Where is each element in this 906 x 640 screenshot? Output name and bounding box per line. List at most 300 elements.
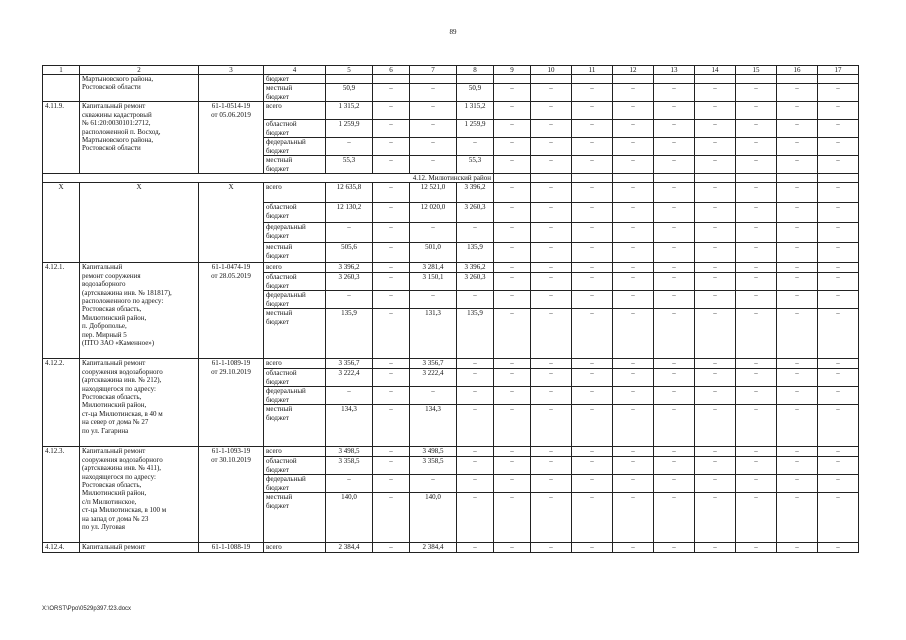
value-cell: – (654, 183, 695, 203)
value-cell: – (531, 447, 572, 457)
value-cell: – (695, 156, 736, 174)
value-cell: – (457, 387, 494, 405)
column-number: 17 (818, 66, 859, 75)
value-cell: – (777, 447, 818, 457)
value-cell: – (457, 369, 494, 387)
budget-type: федеральный бюджет (264, 387, 326, 405)
budget-type: всего (264, 543, 326, 552)
column-number: 1 (43, 66, 80, 75)
value-cell: – (613, 84, 654, 102)
value-cell: – (654, 273, 695, 291)
value-cell: – (695, 138, 736, 156)
column-number: 9 (494, 66, 531, 75)
value-cell: – (457, 138, 494, 156)
table-row (43, 263, 859, 273)
empty-cell (736, 174, 777, 183)
value-cell: – (410, 138, 457, 156)
value-cell: – (572, 183, 613, 203)
column-number: 6 (373, 66, 410, 75)
value-cell: – (695, 359, 736, 369)
value-cell: – (373, 263, 410, 273)
value-cell: – (777, 84, 818, 102)
value-cell: – (457, 543, 494, 552)
document-code: 61-1-0474-19 от 28.05.2019 (199, 263, 264, 359)
value-cell: – (494, 138, 531, 156)
value-cell: – (736, 543, 777, 552)
value-cell: – (613, 475, 654, 493)
value-cell (736, 75, 777, 84)
value-cell: – (494, 102, 531, 120)
table-row (43, 75, 859, 84)
value-cell: – (736, 138, 777, 156)
value-cell: – (613, 457, 654, 475)
value-cell: – (818, 273, 859, 291)
value-cell: – (777, 291, 818, 309)
value-cell: 135,9 (457, 243, 494, 263)
budget-type: областной бюджет (264, 120, 326, 138)
value-cell: – (531, 183, 572, 203)
value-cell: – (654, 405, 695, 447)
value-cell: – (736, 223, 777, 243)
value-cell: – (736, 243, 777, 263)
value-cell: – (613, 387, 654, 405)
value-cell: – (531, 475, 572, 493)
column-number: 12 (613, 66, 654, 75)
value-cell: – (373, 243, 410, 263)
value-cell: – (736, 273, 777, 291)
value-cell: – (494, 309, 531, 359)
value-cell: – (572, 405, 613, 447)
value-cell (613, 75, 654, 84)
value-cell: – (654, 359, 695, 369)
value-cell: – (373, 543, 410, 552)
empty-cell (494, 174, 531, 183)
value-cell: – (531, 405, 572, 447)
value-cell: – (695, 183, 736, 203)
value-cell: 3 356,7 (410, 359, 457, 369)
value-cell: – (613, 203, 654, 223)
value-cell: 2 384,4 (410, 543, 457, 552)
value-cell: 131,3 (410, 309, 457, 359)
value-cell: – (695, 457, 736, 475)
value-cell: – (736, 120, 777, 138)
value-cell (373, 75, 410, 84)
value-cell: 501,0 (410, 243, 457, 263)
value-cell: – (613, 405, 654, 447)
value-cell: – (613, 120, 654, 138)
value-cell: 1 259,9 (457, 120, 494, 138)
empty-cell (531, 174, 572, 183)
value-cell: – (654, 291, 695, 309)
object-name: Х (80, 183, 199, 263)
value-cell: – (572, 223, 613, 243)
empty-cell (613, 174, 654, 183)
value-cell: – (695, 243, 736, 263)
value-cell: – (736, 102, 777, 120)
value-cell: – (818, 223, 859, 243)
value-cell: – (695, 387, 736, 405)
budget-type: федеральный бюджет (264, 223, 326, 243)
value-cell: – (326, 138, 373, 156)
column-number: 13 (654, 66, 695, 75)
value-cell: – (695, 369, 736, 387)
budget-type: федеральный бюджет (264, 475, 326, 493)
table-body (43, 66, 859, 553)
document-code: 61-1-1088-19 (199, 543, 264, 552)
value-cell: – (695, 291, 736, 309)
empty-cell (695, 174, 736, 183)
value-cell: – (818, 543, 859, 552)
page-number: 89 (449, 28, 457, 36)
column-number: 11 (572, 66, 613, 75)
value-cell: – (613, 309, 654, 359)
value-cell: – (736, 291, 777, 309)
value-cell: – (572, 120, 613, 138)
value-cell: – (613, 447, 654, 457)
value-cell: 135,9 (457, 309, 494, 359)
value-cell: – (531, 387, 572, 405)
budget-type: областной бюджет (264, 203, 326, 223)
value-cell: – (818, 183, 859, 203)
object-name: Капитальный ремонт сооружения водозаборного (артскважина инв. № 411), находящегося по адресу: Ростовская область, Милютинский район, с/п Милютинское, ст-ца Милютинская, в 100 м на запад от дома № 23 по ул. Луговая (80, 447, 199, 543)
value-cell: – (531, 120, 572, 138)
value-cell: – (654, 84, 695, 102)
value-cell: – (777, 359, 818, 369)
value-cell: 3 498,5 (410, 447, 457, 457)
value-cell: 2 384,4 (326, 543, 373, 552)
value-cell: – (531, 493, 572, 543)
value-cell: 135,9 (326, 309, 373, 359)
value-cell: – (410, 102, 457, 120)
document-code: 61-1-1089-19 от 29.10.2019 (199, 359, 264, 447)
value-cell: 505,6 (326, 243, 373, 263)
empty-cell (654, 174, 695, 183)
table-row (43, 447, 859, 457)
value-cell (572, 75, 613, 84)
value-cell: – (373, 156, 410, 174)
value-cell: – (777, 156, 818, 174)
item-number: Х (43, 183, 80, 263)
object-name: Капитальный ремонт сооружения водозаборного (артскважина инв. № 212), находящегося по адресу: Ростовская область, Милютинский район, ст-ца Милютинская, в 40 м на север от дома № 27 по ул. Гагарина (80, 359, 199, 447)
value-cell: – (373, 273, 410, 291)
value-cell: – (494, 223, 531, 243)
value-cell: – (613, 138, 654, 156)
value-cell: – (572, 273, 613, 291)
value-cell: – (695, 203, 736, 223)
value-cell: – (572, 447, 613, 457)
value-cell: – (572, 84, 613, 102)
table-row (43, 102, 859, 120)
value-cell: 3 222,4 (410, 369, 457, 387)
value-cell: – (695, 223, 736, 243)
item-number: 4.12.1. (43, 263, 80, 359)
value-cell: – (494, 493, 531, 543)
value-cell: – (818, 84, 859, 102)
value-cell: – (818, 369, 859, 387)
column-number: 8 (457, 66, 494, 75)
value-cell: 12 635,8 (326, 183, 373, 203)
value-cell: 50,9 (326, 84, 373, 102)
value-cell: – (613, 223, 654, 243)
value-cell: – (494, 84, 531, 102)
budget-table (42, 65, 859, 553)
budget-type: областной бюджет (264, 369, 326, 387)
value-cell (695, 75, 736, 84)
value-cell: – (736, 263, 777, 273)
budget-type: местный бюджет (264, 156, 326, 174)
value-cell: – (457, 359, 494, 369)
value-cell: – (613, 359, 654, 369)
value-cell: – (572, 291, 613, 309)
value-cell: – (410, 156, 457, 174)
empty-cell (777, 174, 818, 183)
value-cell: – (818, 493, 859, 543)
value-cell: – (777, 243, 818, 263)
value-cell: – (572, 309, 613, 359)
document-code: 61-1-0514-19 от 05.06.2019 (199, 102, 264, 174)
column-number: 10 (531, 66, 572, 75)
budget-type: всего (264, 447, 326, 457)
document-code (199, 75, 264, 102)
value-cell: – (654, 369, 695, 387)
budget-type: всего (264, 263, 326, 273)
value-cell: – (736, 183, 777, 203)
value-cell: – (572, 457, 613, 475)
value-cell (410, 75, 457, 84)
column-number: 5 (326, 66, 373, 75)
value-cell: – (777, 475, 818, 493)
value-cell: 3 260,3 (457, 203, 494, 223)
value-cell: 1 315,2 (326, 102, 373, 120)
value-cell (326, 75, 373, 84)
value-cell: – (457, 457, 494, 475)
column-number: 3 (199, 66, 264, 75)
value-cell: – (494, 387, 531, 405)
value-cell: – (373, 291, 410, 309)
value-cell: – (457, 405, 494, 447)
value-cell: – (818, 138, 859, 156)
budget-type: местный бюджет (264, 493, 326, 543)
item-number (43, 75, 80, 102)
value-cell: – (410, 223, 457, 243)
budget-type: всего (264, 183, 326, 203)
value-cell: – (777, 387, 818, 405)
value-cell: – (494, 273, 531, 291)
value-cell: – (818, 475, 859, 493)
value-cell: 134,3 (410, 405, 457, 447)
value-cell: – (373, 359, 410, 369)
value-cell: – (373, 457, 410, 475)
value-cell: – (818, 120, 859, 138)
value-cell: 3 396,2 (326, 263, 373, 273)
value-cell: – (373, 102, 410, 120)
value-cell: – (777, 405, 818, 447)
value-cell: – (654, 203, 695, 223)
value-cell: – (736, 447, 777, 457)
value-cell: 3 260,3 (326, 273, 373, 291)
value-cell: – (457, 447, 494, 457)
value-cell: – (613, 243, 654, 263)
value-cell: – (572, 102, 613, 120)
value-cell: – (818, 457, 859, 475)
item-number: 4.12.3. (43, 447, 80, 543)
column-number: 2 (80, 66, 199, 75)
value-cell: – (572, 369, 613, 387)
value-cell: – (326, 387, 373, 405)
value-cell: – (531, 369, 572, 387)
value-cell: – (326, 223, 373, 243)
value-cell: – (531, 291, 572, 309)
value-cell: – (777, 493, 818, 543)
file-path-footer: Х:\ORST\Ppo\0529p397.f23.docx (42, 606, 132, 612)
value-cell: – (818, 102, 859, 120)
value-cell: – (613, 291, 654, 309)
value-cell: – (531, 84, 572, 102)
value-cell: 3 396,2 (457, 263, 494, 273)
value-cell: – (777, 183, 818, 203)
object-name: Капитальный ремонт скважины кадастровый № 61:20:0030101:2712, расположенной п. Восход, Мартыновского района, Ростовской области (80, 102, 199, 174)
value-cell: – (736, 405, 777, 447)
value-cell: – (777, 457, 818, 475)
budget-type: местный бюджет (264, 84, 326, 102)
empty-cell (572, 174, 613, 183)
value-cell: – (326, 291, 373, 309)
budget-type: всего (264, 359, 326, 369)
item-number: 4.11.9. (43, 102, 80, 174)
value-cell: – (373, 369, 410, 387)
value-cell: – (736, 369, 777, 387)
value-cell: – (494, 447, 531, 457)
value-cell: – (613, 543, 654, 552)
value-cell: – (373, 309, 410, 359)
value-cell: – (531, 543, 572, 552)
value-cell: – (494, 359, 531, 369)
value-cell: – (736, 203, 777, 223)
value-cell: – (654, 102, 695, 120)
value-cell: – (695, 102, 736, 120)
value-cell: – (613, 102, 654, 120)
value-cell: – (818, 203, 859, 223)
value-cell: – (373, 475, 410, 493)
column-number: 4 (264, 66, 326, 75)
value-cell: – (654, 447, 695, 457)
value-cell: 3 396,2 (457, 183, 494, 203)
value-cell: – (373, 183, 410, 203)
value-cell: – (373, 447, 410, 457)
value-cell: – (613, 183, 654, 203)
value-cell (777, 75, 818, 84)
value-cell: – (494, 291, 531, 309)
value-cell: – (373, 493, 410, 543)
value-cell: – (736, 475, 777, 493)
column-number: 15 (736, 66, 777, 75)
value-cell: – (410, 291, 457, 309)
value-cell: – (695, 263, 736, 273)
value-cell: – (654, 493, 695, 543)
table-row (43, 359, 859, 369)
column-number: 7 (410, 66, 457, 75)
value-cell: – (410, 475, 457, 493)
value-cell: – (654, 223, 695, 243)
section-row (43, 174, 859, 183)
value-cell: – (572, 263, 613, 273)
value-cell: – (736, 359, 777, 369)
value-cell: – (777, 203, 818, 223)
value-cell (457, 75, 494, 84)
budget-type: местный бюджет (264, 309, 326, 359)
value-cell: – (572, 387, 613, 405)
value-cell: 3 222,4 (326, 369, 373, 387)
budget-type: бюджет (264, 75, 326, 84)
value-cell (531, 75, 572, 84)
value-cell: – (654, 120, 695, 138)
value-cell: – (494, 405, 531, 447)
value-cell: – (736, 156, 777, 174)
item-number: 4.12.4. (43, 543, 80, 552)
value-cell: – (818, 405, 859, 447)
value-cell: – (373, 223, 410, 243)
column-number: 16 (777, 66, 818, 75)
value-cell: – (494, 475, 531, 493)
value-cell: – (373, 387, 410, 405)
document-code: 61-1-1093-19 от 30.10.2019 (199, 447, 264, 543)
document-code: Х (199, 183, 264, 263)
value-cell: – (572, 543, 613, 552)
value-cell: – (695, 84, 736, 102)
value-cell: – (410, 120, 457, 138)
value-cell: – (818, 291, 859, 309)
value-cell: – (531, 309, 572, 359)
object-name: Капитальный ремонт (80, 543, 199, 552)
value-cell: – (373, 405, 410, 447)
table-row (43, 543, 859, 552)
value-cell: – (777, 309, 818, 359)
value-cell: – (494, 543, 531, 552)
value-cell: – (494, 243, 531, 263)
value-cell: – (531, 273, 572, 291)
value-cell: – (654, 309, 695, 359)
value-cell: – (531, 457, 572, 475)
value-cell: – (818, 447, 859, 457)
value-cell: – (613, 369, 654, 387)
value-cell: 55,3 (457, 156, 494, 174)
value-cell: – (695, 543, 736, 552)
value-cell: – (736, 309, 777, 359)
value-cell: – (373, 138, 410, 156)
value-cell: – (494, 457, 531, 475)
value-cell: 3 358,5 (410, 457, 457, 475)
value-cell: – (695, 493, 736, 543)
table-row (43, 183, 859, 203)
value-cell: – (373, 120, 410, 138)
value-cell: – (494, 369, 531, 387)
value-cell: – (818, 243, 859, 263)
budget-type: местный бюджет (264, 405, 326, 447)
value-cell: – (326, 475, 373, 493)
value-cell: – (695, 447, 736, 457)
value-cell: – (531, 243, 572, 263)
value-cell: – (654, 138, 695, 156)
item-number: 4.12.2. (43, 359, 80, 447)
value-cell: – (695, 120, 736, 138)
value-cell: – (695, 405, 736, 447)
value-cell: – (531, 203, 572, 223)
value-cell: – (777, 369, 818, 387)
value-cell: – (572, 203, 613, 223)
value-cell: 3 498,5 (326, 447, 373, 457)
budget-type: областной бюджет (264, 273, 326, 291)
value-cell: – (818, 359, 859, 369)
